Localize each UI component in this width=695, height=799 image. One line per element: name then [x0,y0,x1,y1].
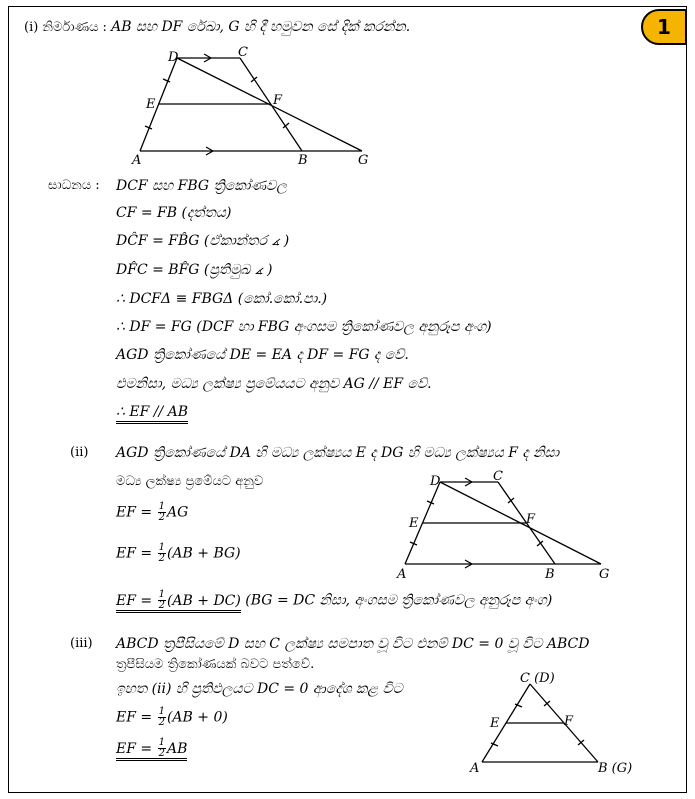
fraction-half [158,590,166,611]
frac-den: 2 [158,553,165,564]
fig3-label-f: F [564,714,574,729]
part-iii-eq-2 [116,738,187,759]
instruction-label: (i) නිර්මාණය : [24,20,107,35]
proof-line-2: CF = FB (දත්තය) [116,205,232,221]
part-iii-eq-1 [116,707,228,728]
part-iii-line-1: ABCD ත්‍රපීසියමේ D සහ C ලක්ෂ්‍ය සමපාත වූ විට එනම් DC = 0 වූ විට ABCD [116,636,590,652]
fig3-label-e: E [490,716,500,731]
eq-lhs: EF = [116,545,153,562]
proof-line-1: DCF සහ FBG ත්‍රිකෝණවල [116,178,287,194]
part-ii-line-1: AGD ත්‍රිකෝණයේ DA හි මධ්‍ය ලක්ෂ්‍යය E ද DG හි මධ්‍ය ලක්ෂ්‍යය F ද නිසා [116,445,560,461]
fig2-label-d: D [430,474,441,489]
eq-lhs: EF = [116,709,153,726]
part-iii-label: (iii) [70,636,93,651]
part-ii-result [116,589,241,613]
eq-rhs: (AB + BG) [166,545,241,562]
frac-num: 1 [158,737,165,748]
fig3-label-c: C (D) [520,672,555,686]
fig2-label-b: B [545,567,555,582]
fig1-label-f: F [273,93,283,108]
fraction-half [158,543,166,564]
frac-num: 1 [158,542,165,553]
fig3-label-b: B (G) [598,761,633,776]
fig2-label-g: G [599,567,610,582]
fig2-label-a: A [397,567,407,582]
eq-note: (BG = DC නිසා, අංගසම ත්‍රිකෝණවල අනුරූප අංග) [245,592,553,609]
fig1-label-a: A [132,153,142,168]
part-iii-line-3: ඉහත (ii) හි ප්‍රතිඵලයට DC = 0 ආදේශ කළ විට [116,681,403,697]
fig3-label-a: A [470,761,480,776]
fraction-half [158,502,166,523]
part-iii-line-2: ත්‍රපීසියම ත්‍රිකෝණයක් බවට පත්වේ. [116,657,315,672]
fig2-label-f: F [526,512,536,527]
part-ii-eq-2 [116,543,241,564]
figure-trapezium-1 [130,46,380,168]
frac-num: 1 [158,706,165,717]
proof-line-7: AGD ත්‍රිකෝණයේ DE = EA ද DF = FG ද වේ. [116,347,409,363]
proof-line-8: එමනිසා, මධ්‍ය ලක්ෂ්‍ය ප්‍රමේයයට අනුව AG // EF වේ. [116,376,432,392]
fig2-label-c: C [493,470,503,484]
frac-num: 1 [158,501,165,512]
fraction-half [158,707,166,728]
fig1-label-g: G [358,153,369,168]
proof-line-4: DF̂C = BF̂G (ප්‍රතිමුඛ ∡ ) [116,262,273,278]
proof-line-3: DĈF = FB̂G (ඒකාන්තර ∡ ) [116,233,290,249]
proof-label: සාධනය : [48,178,100,193]
fig2-label-e: E [409,516,419,531]
question-number-badge: 1 [641,9,687,45]
frac-den: 2 [158,717,165,728]
eq-rhs: (AB + DC) [166,592,241,609]
frac-den: 2 [158,748,165,759]
fraction-half [158,738,166,759]
instruction-text: AB සහ DF රේඛා, G හි දී හමුවන සේ දික් කරන්න. [111,19,411,35]
eq-lhs: EF = [116,740,153,757]
part-i-instruction [24,19,410,36]
fig1-label-e: E [146,97,156,112]
proof-conclusion-text: ∴ EF // AB [116,404,188,424]
proof-conclusion [116,404,188,420]
part-ii-eq-3 [116,590,552,611]
part-ii-label: (ii) [70,445,89,460]
proof-line-6: ∴ DF = FG (DCF හා FBG අංගසම ත්‍රිකෝණවල අනුරූප අංග) [116,319,492,335]
part-ii-eq-1 [116,502,188,523]
eq-lhs: EF = [116,592,153,609]
part-iii-result [116,737,188,761]
eq-rhs: AG [166,504,189,521]
figure-triangle [468,672,643,782]
proof-line-5: ∴ DCFΔ ≡ FBGΔ (කෝ.කෝ.පා.) [116,291,328,307]
eq-rhs: (AB + 0) [166,709,228,726]
frac-den: 2 [158,600,165,611]
part-ii-line-2: මධ්‍ය ලක්ෂ්‍ය ප්‍රමේයට අනුව [116,474,264,489]
fig1-label-d: D [168,50,179,65]
frac-den: 2 [158,512,165,523]
frac-num: 1 [158,589,165,600]
eq-rhs: AB [166,740,188,757]
fig1-label-b: B [298,153,308,168]
fig1-label-c: C [238,46,248,60]
figure-trapezium-2 [395,470,620,582]
eq-lhs: EF = [116,504,153,521]
